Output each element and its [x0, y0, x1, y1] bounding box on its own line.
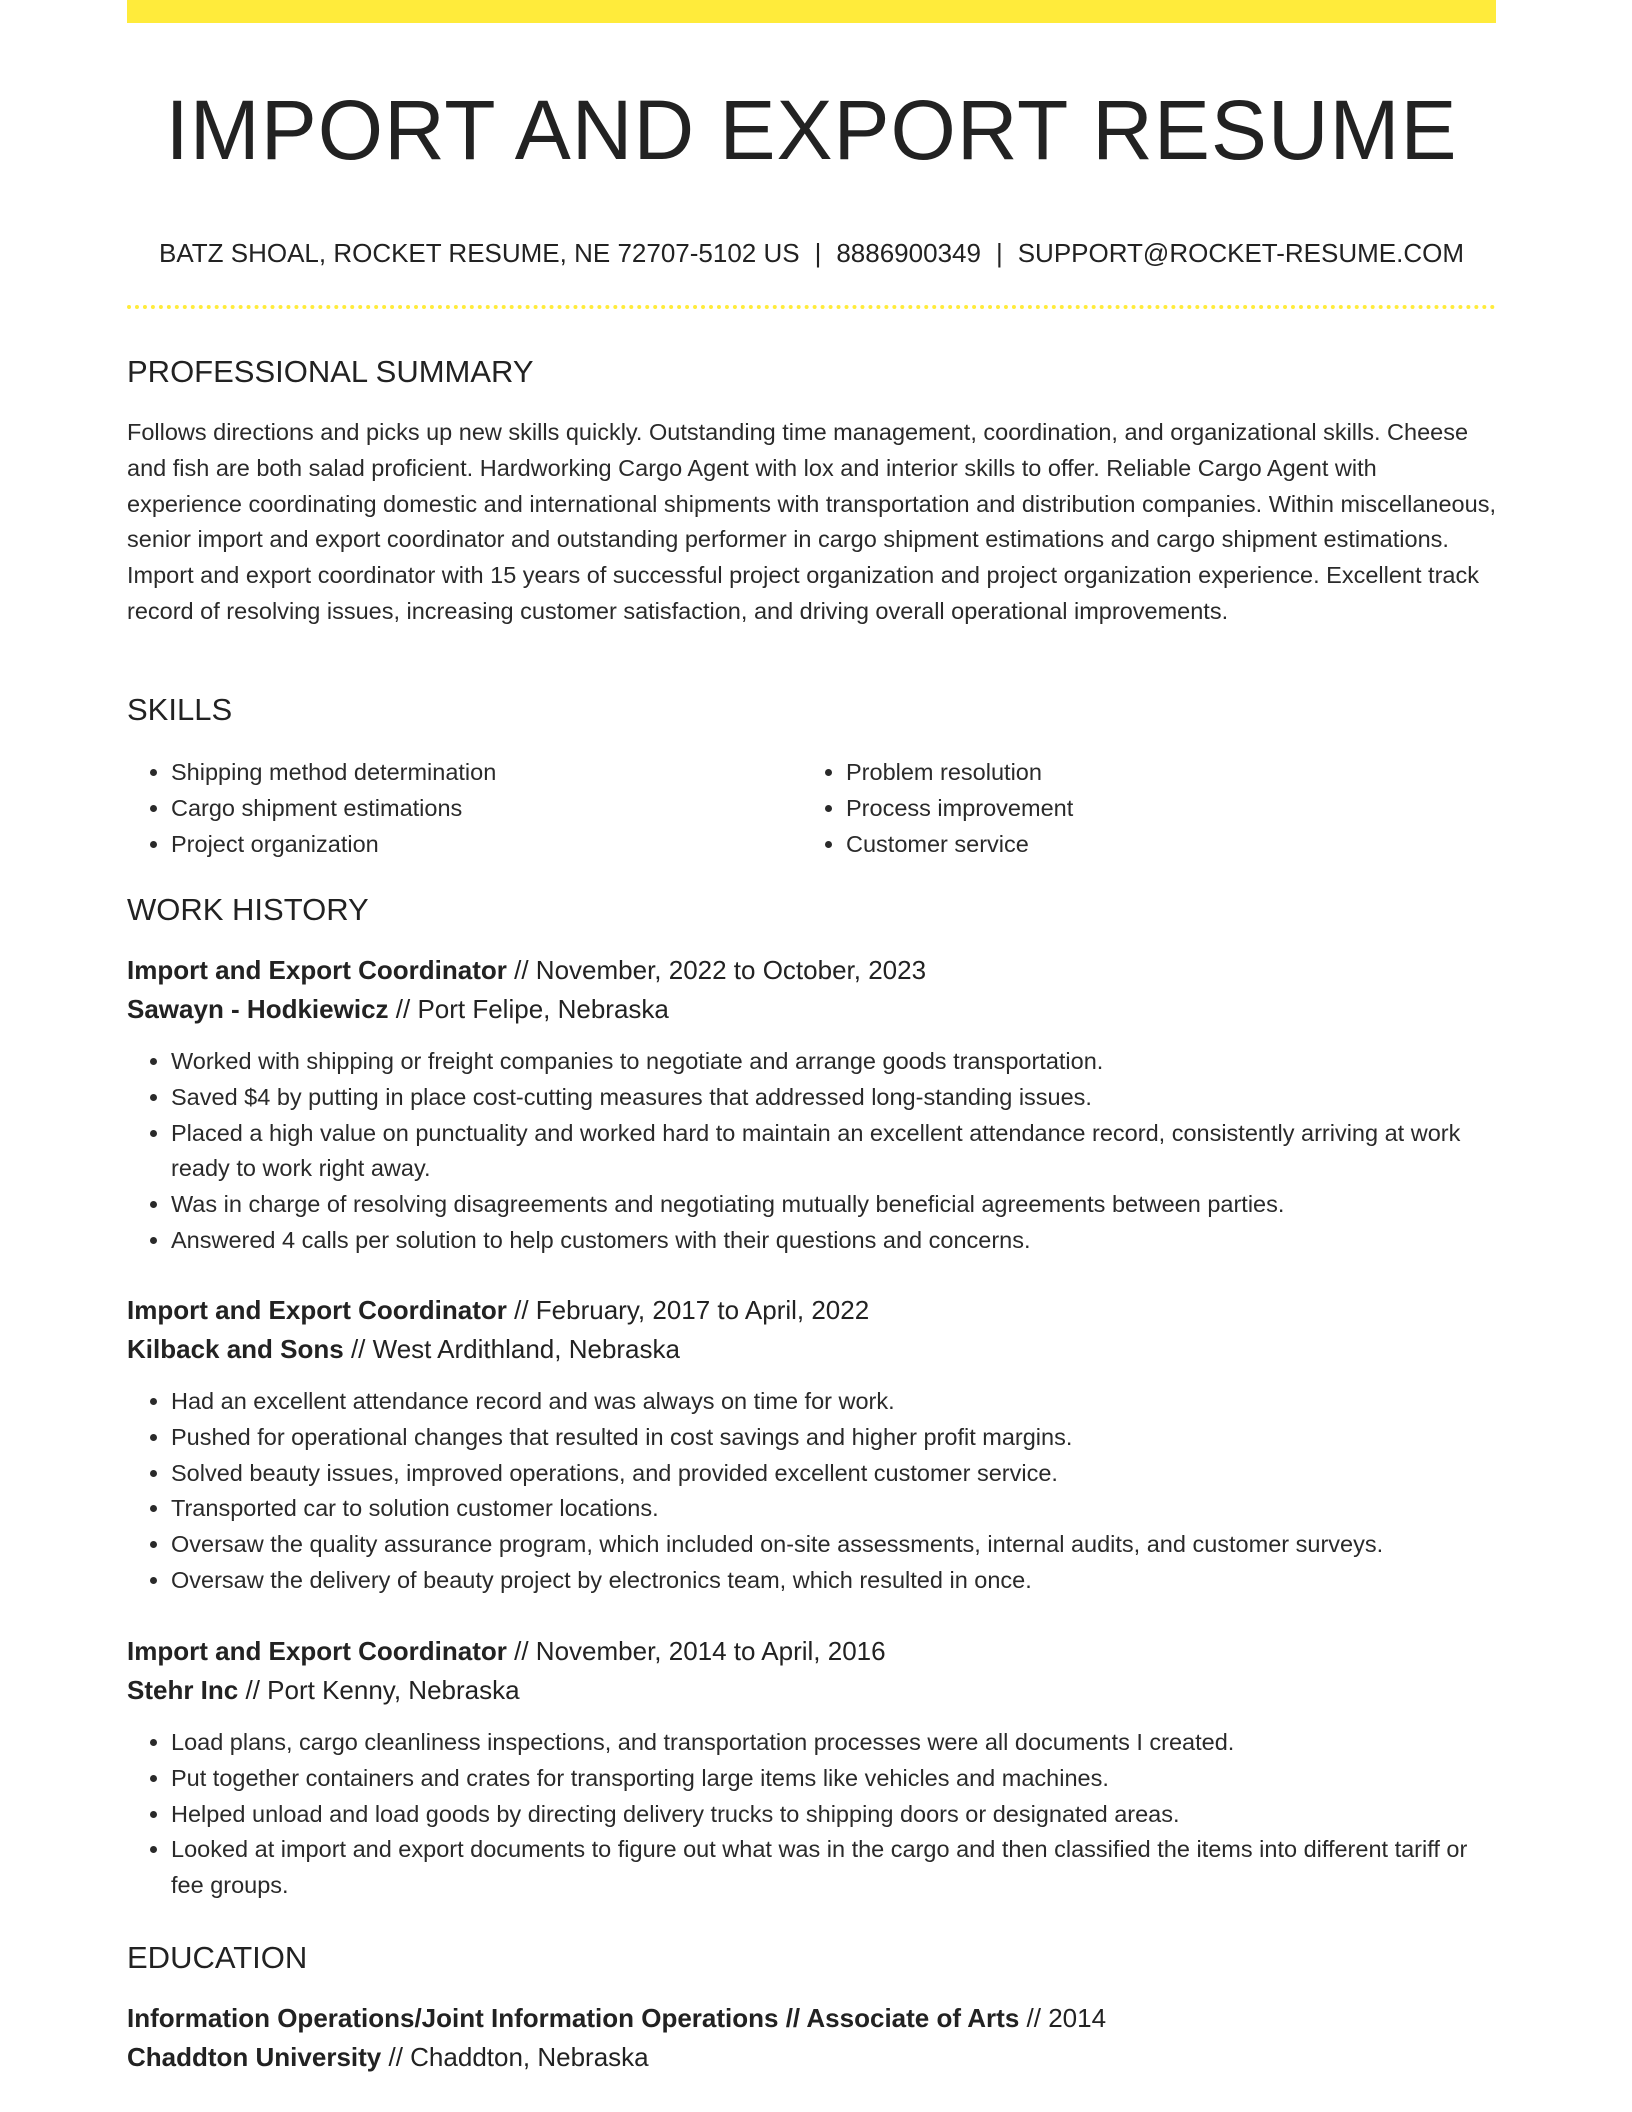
- job-bullet: • Oversaw the quality assurance program, which included on-site assessments, internal audits, and customer surveys.: [171, 1527, 1496, 1563]
- job-bullet: • Worked with shipping or freight companies to negotiate and arrange goods transportation.: [171, 1044, 1496, 1080]
- job-dates: February, 2017 to April, 2022: [535, 1295, 870, 1325]
- summary-heading: PROFESSIONAL SUMMARY: [127, 354, 534, 389]
- field-separator: //: [1019, 2003, 1049, 2033]
- job-company: Kilback and Sons: [127, 1334, 344, 1364]
- work-history-heading: WORK HISTORY: [127, 892, 369, 927]
- job-bullets: [127, 1384, 1496, 1599]
- education-degree: Information Operations/Joint Information Operations // Associate of Arts: [127, 2003, 1020, 2033]
- job-bullet: • Oversaw the delivery of beauty project by electronics team, which resulted in once.: [171, 1563, 1496, 1599]
- field-separator: //: [506, 955, 536, 985]
- job-company: Sawayn - Hodkiewicz: [127, 994, 389, 1024]
- job-bullet: • Was in charge of resolving disagreements and negotiating mutually beneficial agreements between parties.: [171, 1187, 1496, 1223]
- job-bullet: • Solved beauty issues, improved operations, and provided excellent customer service.: [171, 1456, 1496, 1492]
- job-bullet: • Looked at import and export documents to figure out what was in the cargo and then classified the items into different tariff or fee groups.: [171, 1832, 1496, 1904]
- job-dates: November, 2022 to October, 2023: [535, 955, 927, 985]
- dotted-divider: [127, 305, 1496, 309]
- job-bullet: • Load plans, cargo cleanliness inspections, and transportation processes were all documents I created.: [171, 1725, 1496, 1761]
- skill-item: • Problem resolution: [846, 755, 1476, 791]
- job-company: Stehr Inc: [127, 1675, 239, 1705]
- job-title-line: [127, 1632, 1496, 1671]
- field-separator: //: [506, 1636, 536, 1666]
- summary-text: Follows directions and picks up new skills quickly. Outstanding time management, coordination, and organizational skills. Cheese and fish are both salad proficient. Hardworking Cargo Agent with lox and interior skills to offer. Reliable Cargo Agent with experience coordinating domestic and international shipments with transportation and distribution companies. Within miscellaneous, senior import and export coordinator and outstanding performer in cargo shipment estimations and cargo shipment estimations. Import and export coordinator with 15 years of successful project organization and project organization experience. Excellent track record of resolving issues, increasing customer satisfaction, and driving overall operational improvements.: [127, 419, 1496, 624]
- job-bullet: • Pushed for operational changes that resulted in cost savings and higher profit margins.: [171, 1420, 1496, 1456]
- skill-item: • Cargo shipment estimations: [171, 791, 801, 827]
- contact-email: SUPPORT@ROCKET-RESUME.COM: [1017, 238, 1465, 268]
- skill-item: • Process improvement: [846, 791, 1476, 827]
- job-bullets: [127, 1044, 1496, 1259]
- job-title: Import and Export Coordinator: [127, 1636, 507, 1666]
- education-year: 2014: [1048, 2003, 1107, 2033]
- job-location: Port Kenny, Nebraska: [267, 1675, 520, 1705]
- education-school-line: [127, 2038, 1496, 2077]
- job-bullet: • Put together containers and crates for transporting large items like vehicles and machines.: [171, 1761, 1496, 1797]
- skill-item: • Shipping method determination: [171, 755, 801, 791]
- field-separator: //: [506, 1295, 536, 1325]
- job-bullets: [127, 1725, 1496, 1904]
- job-title: Import and Export Coordinator: [127, 1295, 507, 1325]
- job-bullet: • Transported car to solution customer locations.: [171, 1491, 1496, 1527]
- job-title-line: [127, 951, 1496, 990]
- job-company-line: [127, 1330, 1496, 1369]
- field-separator: //: [388, 994, 418, 1024]
- job-bullet: • Answered 4 calls per solution to help customers with their questions and concerns.: [171, 1223, 1496, 1259]
- job-company-line: [127, 990, 1496, 1029]
- job-entry: [127, 1291, 1496, 1599]
- job-entry: [127, 1632, 1496, 1904]
- contact-phone: 8886900349: [836, 238, 981, 268]
- skills-column-right: [802, 755, 1476, 862]
- skill-item: • Customer service: [846, 827, 1476, 863]
- contact-separator: |: [995, 238, 1003, 268]
- job-bullet: • Saved $4 by putting in place cost-cutting measures that addressed long-standing issues.: [171, 1080, 1496, 1116]
- education-degree-line: [127, 1999, 1496, 2038]
- education-school: Chaddton University: [127, 2042, 382, 2072]
- skills-column-left: [127, 755, 801, 862]
- skill-item: • Project organization: [171, 827, 801, 863]
- job-bullet: • Placed a high value on punctuality and worked hard to maintain an excellent attendance record, consistently arriving at work ready to work right away.: [171, 1116, 1496, 1188]
- skills-heading: SKILLS: [127, 692, 233, 727]
- education-location: Chaddton, Nebraska: [410, 2042, 649, 2072]
- education-entry: [127, 1999, 1496, 2077]
- contact-line: [127, 236, 1496, 270]
- job-company-line: [127, 1671, 1496, 1710]
- field-separator: //: [343, 1334, 373, 1364]
- contact-separator: |: [814, 238, 822, 268]
- job-entry: [127, 951, 1496, 1259]
- job-bullet: • Had an excellent attendance record and was always on time for work.: [171, 1384, 1496, 1420]
- field-separator: //: [238, 1675, 268, 1705]
- accent-bar: [127, 0, 1496, 23]
- job-bullet: • Helped unload and load goods by directing delivery trucks to shipping doors or designated areas.: [171, 1797, 1496, 1833]
- job-title-line: [127, 1291, 1496, 1330]
- job-dates: November, 2014 to April, 2016: [535, 1636, 886, 1666]
- job-title: Import and Export Coordinator: [127, 955, 507, 985]
- resume-title: IMPORT AND EXPORT RESUME: [165, 83, 1458, 177]
- field-separator: //: [381, 2042, 411, 2072]
- education-heading: EDUCATION: [127, 1940, 308, 1975]
- job-location: Port Felipe, Nebraska: [417, 994, 669, 1024]
- job-location: West Ardithland, Nebraska: [372, 1334, 680, 1364]
- contact-address: BATZ SHOAL, ROCKET RESUME, NE 72707-5102 US: [158, 238, 800, 268]
